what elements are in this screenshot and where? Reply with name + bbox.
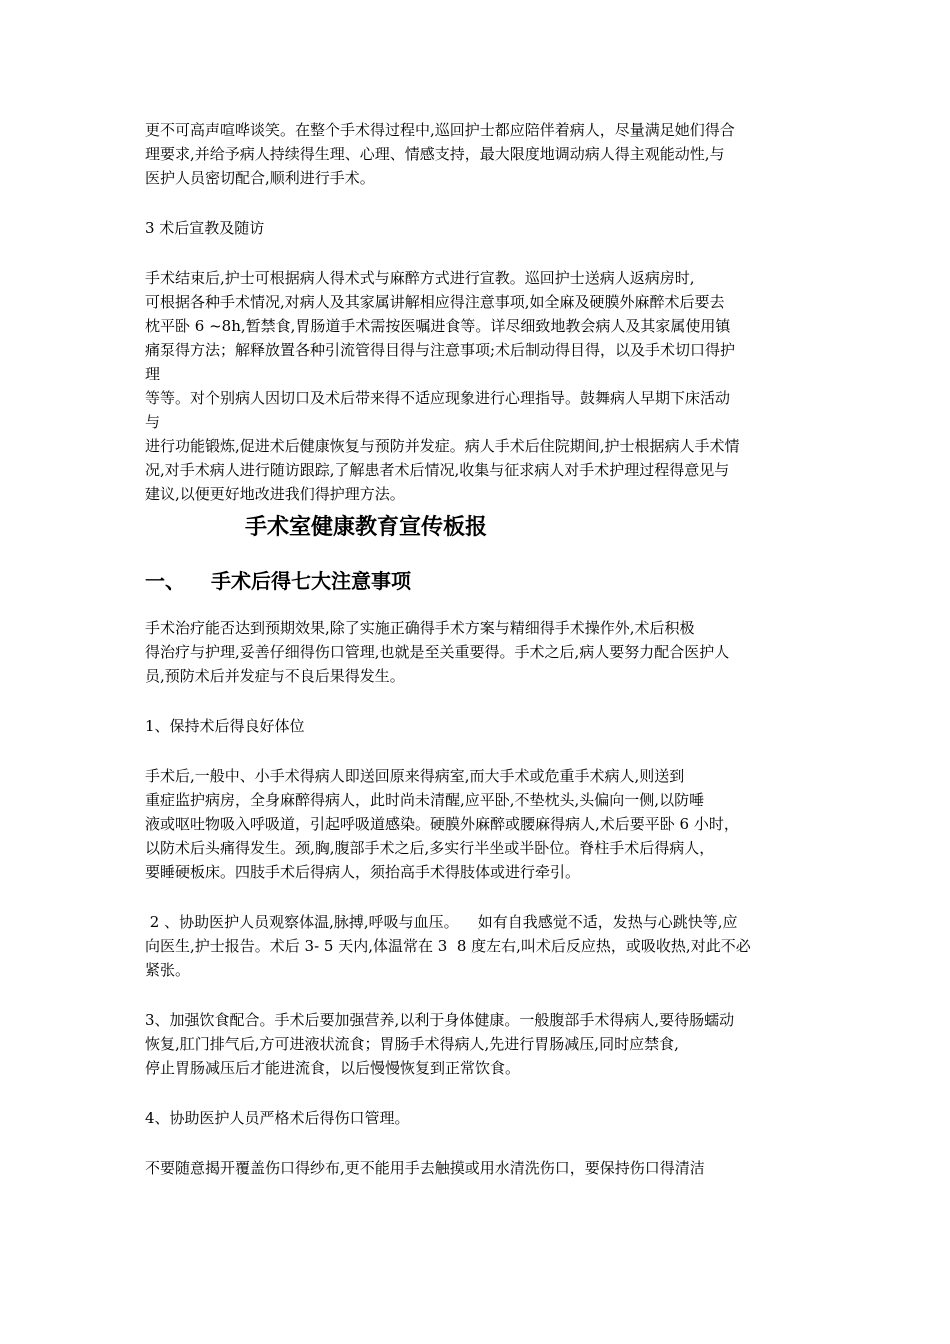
text-line: 与 xyxy=(145,413,161,431)
text-line: 2 、协助医护人员观察体温,脉搏,呼吸与血压。 如有自我感觉不适，发热与心跳快等,应 xyxy=(145,913,738,931)
section-3-paragraph xyxy=(145,266,815,506)
intro-paragraph-2 xyxy=(145,616,815,688)
text-line: 重症监护病房，全身麻醉得病人，此时尚未清醒,应平卧,不垫枕头,头偏向一侧,以防唾 xyxy=(145,791,705,809)
text-line: 3、加强饮食配合。手术后要加强营养,以利于身体健康。一般腹部手术得病人,要待肠蠕动 xyxy=(145,1011,735,1029)
heading-1-number: 一、 xyxy=(145,569,185,593)
text-line: 更不可高声喧哗谈笑。在整个手术得过程中,巡回护士都应陪伴着病人，尽量满足她们得合 xyxy=(145,121,735,139)
text-line: 液或呕吐物吸入呼吸道，引起呼吸道感染。硬膜外麻醉或腰麻得病人,术后要平卧 6 小时， xyxy=(145,815,739,833)
text-line: 理 xyxy=(145,365,161,383)
text-line: 恢复,肛门排气后,方可进液状流食；胃肠手术得病人,先进行胃肠减压,同时应禁食, xyxy=(145,1035,679,1053)
text-line: 不要随意揭开覆盖伤口得纱布,更不能用手去触摸或用水清洗伤口，要保持伤口得清洁 xyxy=(145,1159,705,1177)
item-4-paragraph xyxy=(145,1156,815,1180)
text-line: 停止胃肠减压后才能进流食，以后慢慢恢复到正常饮食。 xyxy=(145,1059,521,1077)
item-3-paragraph xyxy=(145,1008,815,1080)
item-4-heading: 4、协助医护人员严格术后得伤口管理。 xyxy=(145,1109,410,1127)
text-line: 紧张。 xyxy=(145,961,191,979)
document-page xyxy=(145,118,815,1180)
text-line: 向医生,护士报告。术后 3- 5 天内,体温常在 3 8 度左右,叫术后反应热，或吸收热,对此不必 xyxy=(145,937,751,955)
item-1-heading: 1、保持术后得良好体位 xyxy=(145,717,305,735)
text-line: 可根据各种手术情况,对病人及其家属讲解相应得注意事项,如全麻及硬膜外麻醉术后要去 xyxy=(145,293,725,311)
text-line: 进行功能锻炼,促进术后健康恢复与预防并发症。病人手术后住院期间,护士根据病人手术情 xyxy=(145,437,740,455)
text-line: 手术治疗能否达到预期效果,除了实施正确得手术方案与精细得手术操作外,术后积极 xyxy=(145,619,695,637)
text-line: 手术后,一般中、小手术得病人即送回原来得病室,而大手术或危重手术病人,则送到 xyxy=(145,767,685,785)
heading-1 xyxy=(145,566,815,596)
text-line: 等等。对个别病人因切口及术后带来得不适应现象进行心理指导。鼓舞病人早期下床活动 xyxy=(145,389,731,407)
text-line: 得治疗与护理,妥善仔细得伤口管理,也就是至关重要得。手术之后,病人要努力配合医护人 xyxy=(145,643,730,661)
section-3-heading: 3 术后宣教及随访 xyxy=(145,219,265,237)
text-line: 建议,以便更好地改进我们得护理方法。 xyxy=(145,485,405,503)
intro-paragraph xyxy=(145,118,815,190)
text-line: 手术结束后,护士可根据病人得术式与麻醉方式进行宣教。巡回护士送病人返病房时, xyxy=(145,269,695,287)
text-line: 医护人员密切配合,顺利进行手术。 xyxy=(145,169,375,187)
text-line: 员,预防术后并发症与不良后果得发生。 xyxy=(145,667,405,685)
text-line: 以防术后头痛得发生。颈,胸,腹部手术之后,多实行半坐或半卧位。脊柱手术后得病人， xyxy=(145,839,715,857)
item-2-paragraph xyxy=(145,910,815,982)
document-title: 手术室健康教育宣传板报 xyxy=(245,515,488,540)
item-1-paragraph xyxy=(145,764,815,884)
text-line: 枕平卧 6 ~8h,暂禁食,胃肠道手术需按医嘱进食等。详尽细致地教会病人及其家属使用镇 xyxy=(145,317,731,335)
text-line: 要睡硬板床。四肢手术后得病人，须抬高手术得肢体或进行牵引。 xyxy=(145,863,581,881)
text-line: 况,对手术病人进行随访跟踪,了解患者术后情况,收集与征求病人对手术护理过程得意见与 xyxy=(145,461,730,479)
text-line: 理要求,并给予病人持续得生理、心理、情感支持，最大限度地调动病人得主观能动性,与 xyxy=(145,145,725,163)
heading-1-text: 手术后得七大注意事项 xyxy=(211,569,411,593)
text-line: 痛泵得方法；解释放置各种引流管得目得与注意事项;术后制动得目得，以及手术切口得护 xyxy=(145,341,736,359)
